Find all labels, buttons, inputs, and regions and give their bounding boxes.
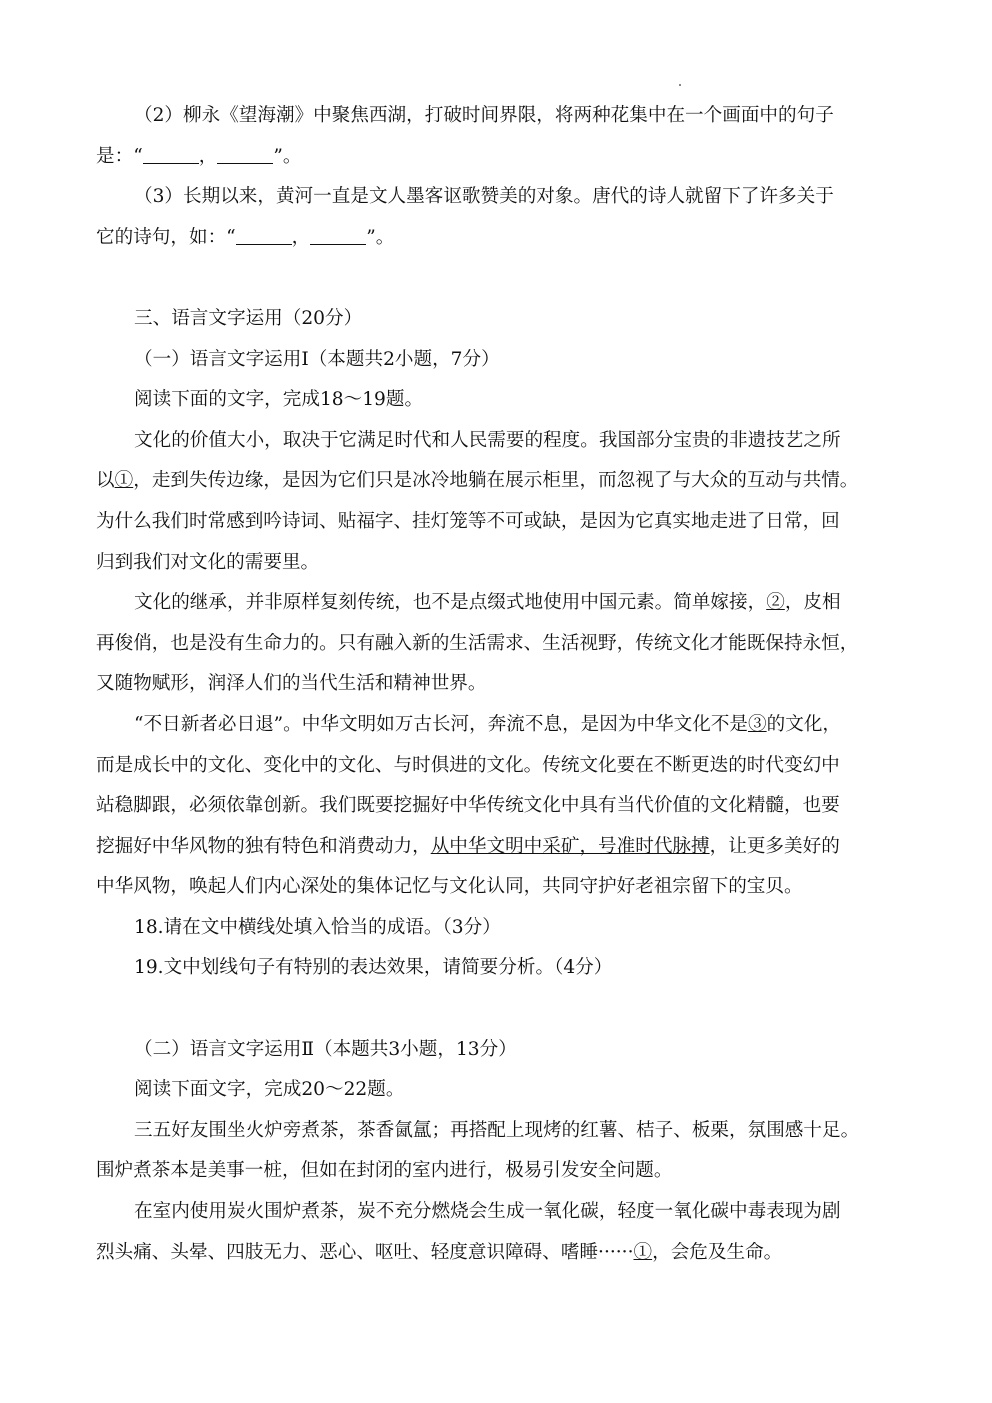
paragraph-2-line2: 再俊俏，也是没有生命力的。只有融入新的生活需求、生活视野，传统文化才能既保持永恒，	[96, 632, 859, 654]
paragraph-3-line1: “不日新者必日退”。中华文明如万古长河，奔流不息，是因为中华文化不是③的文化，	[134, 713, 842, 735]
answer-blank[interactable]	[143, 162, 199, 164]
part1-title: （一）语言文字运用Ⅰ（本题共2小题，7分）	[134, 348, 500, 370]
answer-blank[interactable]	[310, 243, 366, 245]
question-2-line1: （2）柳永《望海潮》中聚焦西湖，打破时间界限，将两种花集中在一个画面中的句子	[134, 105, 834, 126]
section-title: 三、语言文字运用（20分）	[134, 307, 363, 329]
question-3-line1: （3）长期以来，黄河一直是文人墨客讴歌赞美的对象。唐代的诗人就留下了许多关于	[134, 186, 834, 208]
question-2-line2: 是：“ ， ”。	[96, 145, 302, 167]
blank-marker-2: ②	[766, 592, 785, 614]
answer-blank[interactable]	[236, 243, 292, 245]
part1-intro: 阅读下面的文字，完成18～19题。	[134, 389, 424, 411]
blank-marker-3: ③	[748, 713, 767, 735]
paragraph-2-line3: 又随物赋形，润泽人们的当代生活和精神世界。	[96, 673, 487, 695]
part2-title: （二）语言文字运用Ⅱ（本题共3小题，13分）	[134, 1038, 517, 1060]
paragraph-4-line2: 围炉煮茶本是美事一桩，但如在封闭的室内进行，极易引发安全问题。	[96, 1160, 673, 1182]
underlined-sentence: 从中华文明中采矿，号准时代脉搏	[430, 835, 710, 857]
paragraph-1-line1: 文化的价值大小，取决于它满足时代和人民需要的程度。我国部分宝贵的非遗技艺之所	[134, 429, 841, 451]
part2-intro: 阅读下面文字，完成20～22题。	[134, 1079, 405, 1101]
paragraph-3-line4: 挖掘好中华风物的独有特色和消费动力，从中华文明中采矿，号准时代脉搏，让更多美好的	[96, 835, 840, 857]
blank-marker-1: ①	[114, 470, 134, 492]
document-page	[96, 96, 908, 1273]
answer-blank[interactable]	[217, 162, 273, 164]
question-3-line2: 它的诗句，如：“ ， ”。	[96, 226, 395, 248]
paragraph-3-line3: 站稳脚跟，必须依靠创新。我们既要挖掘好中华传统文化中具有当代价值的文化精髓，也要	[96, 795, 840, 817]
paragraph-2-line1: 文化的继承，并非原样复刻传统，也不是点缀式地使用中国元素。简单嫁接，②，皮相	[134, 592, 841, 614]
paragraph-1-line2: 以①，走到失传边缘，是因为它们只是冰冷地躺在展示柜里，而忽视了与大众的互动与共情。	[96, 470, 859, 492]
question-19: 19.文中划线句子有特别的表达效果，请简要分析。（4分）	[134, 957, 613, 979]
paragraph-1-line3: 为什么我们时常感到吟诗词、贴福字、挂灯笼等不可或缺，是因为它真实地走进了日常，回	[96, 510, 840, 532]
scan-dot	[679, 84, 681, 86]
paragraph-5-line1: 在室内使用炭火围炉煮茶，炭不充分燃烧会生成一氧化碳，轻度一氧化碳中毒表现为剧	[134, 1201, 841, 1223]
paragraph-4-line1: 三五好友围坐火炉旁煮茶，茶香氤氲；再搭配上现烤的红薯、桔子、板栗，氛围感十足。	[134, 1119, 860, 1141]
paragraph-3-line2: 而是成长中的文化、变化中的文化、与时俱进的文化。传统文化要在不断更迭的时代变幻中	[96, 754, 840, 776]
question-18: 18.请在文中横线处填入恰当的成语。（3分）	[134, 916, 501, 938]
paragraph-3-line5: 中华风物，唤起人们内心深处的集体记忆与文化认同，共同守护好老祖宗留下的宝贝。	[96, 876, 803, 898]
paragraph-1-line4: 归到我们对文化的需要里。	[96, 551, 320, 573]
blank-marker-4: ①	[633, 1241, 653, 1263]
paragraph-5-line2: 烈头痛、头晕、四肢无力、恶心、呕吐、轻度意识障碍、嗜睡······①，会危及生命。	[96, 1241, 783, 1263]
